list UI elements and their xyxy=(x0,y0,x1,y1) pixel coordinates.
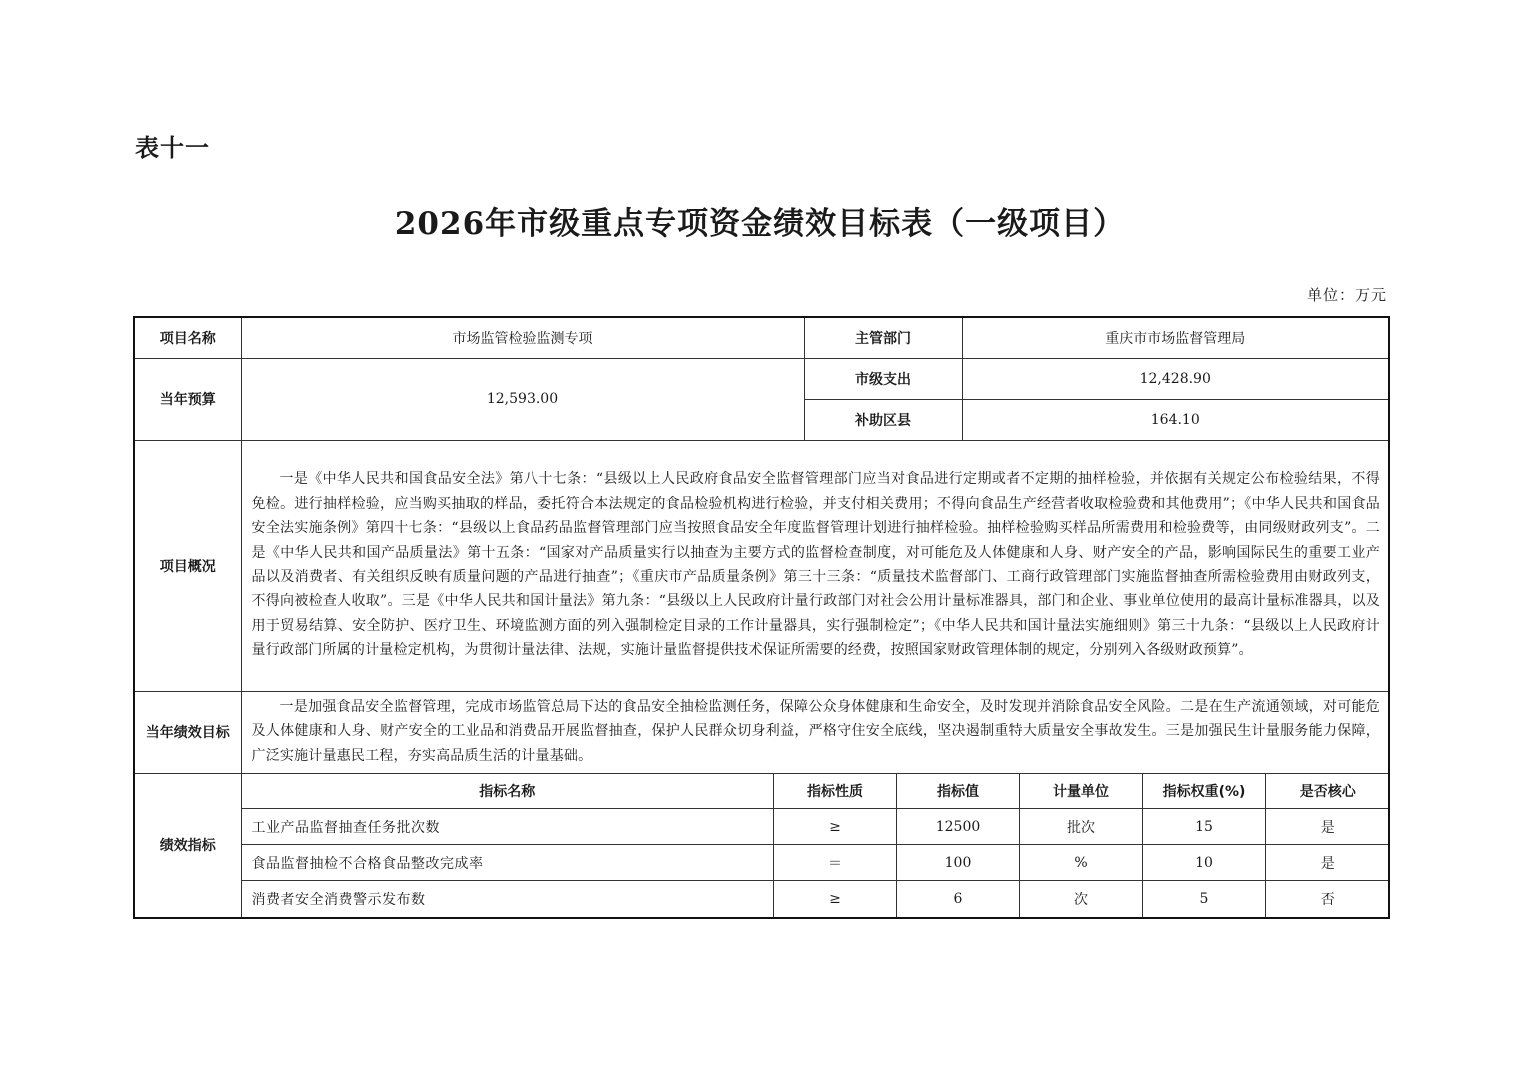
indicator-value-cell: 6 xyxy=(897,881,1020,917)
indicator-name-cell: 食品监督抽检不合格食品整改完成率 xyxy=(242,845,774,881)
indicator-core-cell: 是 xyxy=(1266,809,1390,845)
goal-text: 一是加强食品安全监督管理，完成市场监管总局下达的食品安全抽检监测任务，保障公众身体健康和生命安全，及时发现并消除食品安全风险。二是在生产流通领域，对可能危及人体健康和人身、财产安全的工业品和消费品开展监督抽查，保护人民群众切身利益，严格守住安全底线，坚决遏制重特大质量安全事故发生。三是加强民生计量服务能力保障，广泛实施计量惠民工程，夯实高品质生活的计量基础。 xyxy=(241,691,1389,773)
indicator-unit-cell: % xyxy=(1020,845,1143,881)
subsidy-value: 164.10 xyxy=(962,399,1389,440)
indicator-weight-cell: 15 xyxy=(1143,809,1266,845)
indicator-unit-cell: 次 xyxy=(1020,881,1143,917)
table-number-label: 表十一 xyxy=(135,134,210,162)
performance-goal-table xyxy=(133,316,1390,919)
goal-label: 当年绩效目标 xyxy=(134,691,241,773)
dept-label: 主管部门 xyxy=(804,317,962,358)
indicator-weight-cell: 10 xyxy=(1143,845,1266,881)
budget-label: 当年预算 xyxy=(134,358,241,440)
indicator-unit-cell: 批次 xyxy=(1020,809,1143,845)
indicator-type-cell: ≥ xyxy=(774,881,897,917)
city-expense-value: 12,428.90 xyxy=(962,358,1389,399)
document-title: 2026年市级重点专项资金绩效目标表（一级项目） xyxy=(394,206,1126,242)
unit-note: 单位：万元 xyxy=(1306,286,1387,304)
header-is-core: 是否核心 xyxy=(1266,774,1390,809)
overview-row xyxy=(134,440,1389,691)
header-indicator-name: 指标名称 xyxy=(242,774,774,809)
indicator-value-cell: 100 xyxy=(897,845,1020,881)
project-name-value: 市场监管检验监测专项 xyxy=(241,317,804,358)
budget-value: 12,593.00 xyxy=(241,358,804,440)
table-row xyxy=(242,809,1390,845)
indicators-row xyxy=(134,773,1389,918)
goal-row xyxy=(134,691,1389,773)
subsidy-label: 补助区县 xyxy=(804,399,962,440)
indicator-type-cell: ＝ xyxy=(774,845,897,881)
indicator-weight-cell: 5 xyxy=(1143,881,1266,917)
city-expense-label: 市级支出 xyxy=(804,358,962,399)
table-row xyxy=(242,845,1390,881)
budget-row xyxy=(134,358,1389,399)
indicators-label: 绩效指标 xyxy=(134,773,241,918)
header-weight: 指标权重(%) xyxy=(1143,774,1266,809)
indicator-name-cell: 工业产品监督抽查任务批次数 xyxy=(242,809,774,845)
header-unit: 计量单位 xyxy=(1020,774,1143,809)
indicator-core-cell: 否 xyxy=(1266,881,1390,917)
indicator-core-cell: 是 xyxy=(1266,845,1390,881)
header-indicator-type: 指标性质 xyxy=(774,774,897,809)
table-row xyxy=(242,881,1390,917)
project-name-label: 项目名称 xyxy=(134,317,241,358)
indicator-value-cell: 12500 xyxy=(897,809,1020,845)
indicators-header-row xyxy=(242,774,1390,809)
indicator-type-cell: ≥ xyxy=(774,809,897,845)
overview-label: 项目概况 xyxy=(134,440,241,691)
header-indicator-value: 指标值 xyxy=(897,774,1020,809)
overview-text: 一是《中华人民共和国食品安全法》第八十七条：“县级以上人民政府食品安全监督管理部门应当对食品进行定期或者不定期的抽样检验，并依据有关规定公布检验结果，不得免检。进行抽样检验，应当购买抽取的样品，委托符合本法规定的食品检验机构进行检验，并支付相关费用；不得向食品生产经营者收取检验费和其他费用”；《中华人民共和国食品安全法实施条例》第四十七条：“县级以上食品药品监督管理部门应当按照食品安全年度监督管理计划进行抽样检验。抽样检验购买样品所需费用和检验费等，由同级财政列支”。二是《中华人民共和国产品质量法》第十五条：“国家对产品质量实行以抽查为主要方式的监督检查制度，对可能危及人体健康和人身、财产安全的产品，影响国际民生的重要工业产品以及消费者、有关组织反映有质量问题的产品进行抽查”；《重庆市产品质量条例》第三十三条：“质量技术监督部门、工商行政管理部门实施监督抽查所需检验费用由财政列支，不得向被检查人收取”。三是《中华人民共和国计量法》第九条：“县级以上人民政府计量行政部门对社会公用计量标准器具，部门和企业、事业单位使用的最高计量标准器具，以及用于贸易结算、安全防护、医疗卫生、环境监测方面的列入强制检定目录的工作计量器具，实行强制检定”；《中华人民共和国计量法实施细则》第三十九条：“县级以上人民政府计量行政部门所属的计量检定机构，为贯彻计量法律、法规，实施计量监督提供技术保证所需要的经费，按照国家财政管理体制的规定，分别列入各级财政预算”。 xyxy=(241,440,1389,691)
dept-value: 重庆市市场监督管理局 xyxy=(962,317,1389,358)
project-name-row xyxy=(134,317,1389,358)
indicators-table xyxy=(242,774,1390,917)
indicator-name-cell: 消费者安全消费警示发布数 xyxy=(242,881,774,917)
